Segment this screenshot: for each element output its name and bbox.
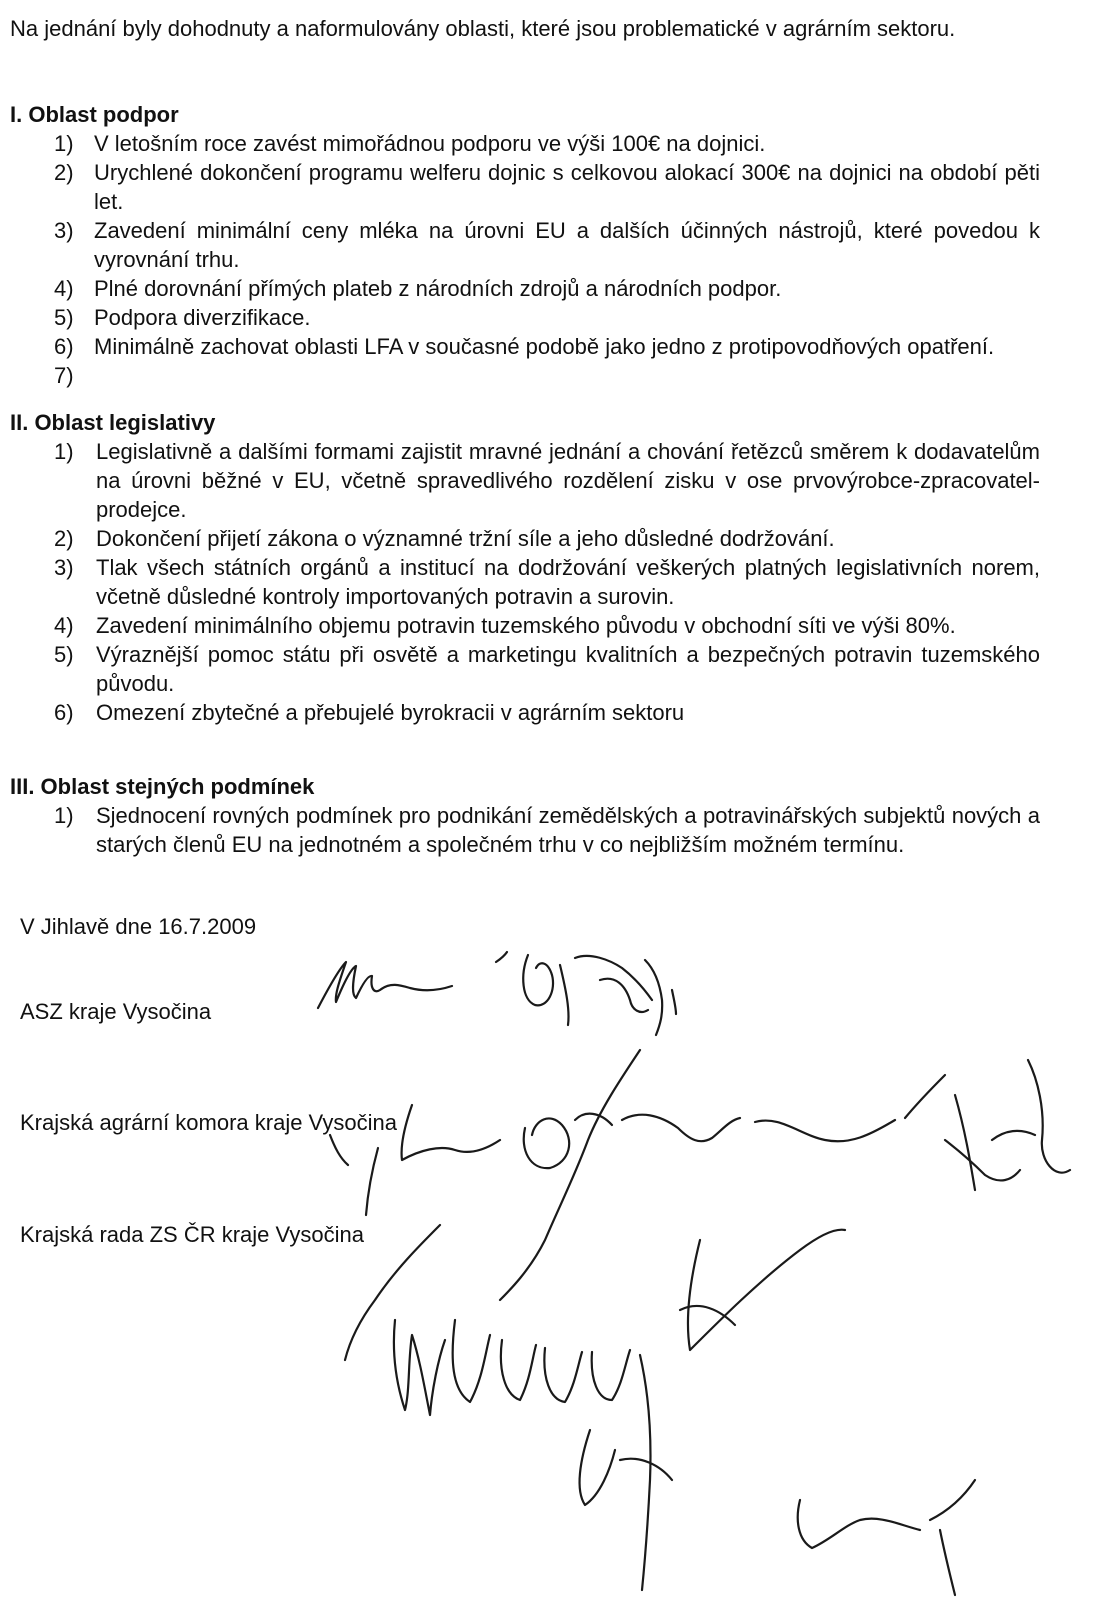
item-number: 4) [54, 276, 74, 301]
item-text: Sjednocení rovných podmínek pro podnikání zemědělských a potravinářských subjektů nových a starých členů EU na jednotném a společném trhu v co nejbližším možném termínu. [96, 803, 1040, 857]
item-number: 2) [54, 160, 74, 185]
section-list [10, 437, 1040, 727]
item-number: 1) [54, 803, 74, 828]
list-item [10, 158, 1040, 216]
signature-3 [345, 1225, 975, 1595]
item-number: 6) [54, 700, 74, 725]
item-text: Omezení zbytečné a přebujelé byrokracii v agrárním sektoru [96, 700, 685, 725]
list-item [10, 274, 1040, 303]
item-text: Zavedení minimálního objemu potravin tuzemského původu v obchodní síti ve výši 80%. [96, 613, 956, 638]
list-item [10, 332, 1040, 361]
section-list [10, 801, 1040, 859]
item-number: 7) [54, 363, 74, 388]
item-text: V letošním roce zavést mimořádnou podporu ve výši 100€ na dojnici. [94, 131, 766, 156]
list-item [10, 303, 1040, 332]
list-item [10, 611, 1040, 640]
item-number: 3) [54, 555, 74, 580]
item-number: 5) [54, 642, 74, 667]
signer-regional-council: Krajská rada ZS ČR kraje Vysočina [20, 1222, 364, 1247]
list-item [10, 216, 1040, 274]
item-text: Plné dorovnání přímých plateb z národních zdrojů a národních podpor. [94, 276, 782, 301]
section-title: I. Oblast podpor [10, 102, 179, 127]
section-support [10, 100, 1040, 390]
signer-asz: ASZ kraje Vysočina [20, 999, 212, 1024]
item-text: Zavedení minimální ceny mléka na úrovni EU a dalších účinných nástrojů, které povedou k vyrovnání trhu. [94, 218, 1040, 272]
section-title: III. Oblast stejných podmínek [10, 774, 315, 799]
list-item [10, 553, 1040, 611]
list-item [10, 524, 1040, 553]
section-legislation [10, 408, 1040, 727]
list-item [10, 437, 1040, 524]
list-item [10, 129, 1040, 158]
section-equal-conditions [10, 772, 1040, 859]
list-item [10, 640, 1040, 698]
item-number: 1) [54, 439, 74, 464]
signature-2 [330, 1050, 1070, 1300]
signer-agrarian-chamber: Krajská agrární komora kraje Vysočina [20, 1110, 398, 1135]
item-number: 3) [54, 218, 74, 243]
section-title: II. Oblast legislativy [10, 410, 216, 435]
item-text: Minimálně zachovat oblasti LFA v současné podobě jako jedno z protipovodňových opatření. [94, 334, 995, 359]
intro-paragraph: Na jednání byly dohodnuty a naformulovány oblasti, které jsou problematické v agrárním sektoru. [10, 16, 956, 41]
item-text: Legislativně a dalšími formami zajistit mravné jednání a chování řetězců směrem k dodavatelům na úrovni běžné v EU, včetně spravedlivého rozdělení zisku v ose prvovýrobce-zpracovatel-prodejce. [96, 439, 1040, 522]
item-text: Urychlené dokončení programu welferu dojnic s celkovou alokací 300€ na dojnici na období pěti let. [94, 160, 1040, 214]
item-number: 1) [54, 131, 74, 156]
item-text: Dokončení přijetí zákona o významné tržní síle a jeho důsledné dodržování. [96, 526, 835, 551]
signature-1 [318, 952, 676, 1035]
item-number: 6) [54, 334, 74, 359]
list-item [10, 698, 1040, 727]
place-and-date: V Jihlavě dne 16.7.2009 [20, 914, 257, 939]
item-number: 5) [54, 305, 74, 330]
item-text: Tlak všech státních orgánů a institucí na dodržování veškerých platných legislativních norem, včetně důsledné kontroly importovaných potravin a surovin. [96, 555, 1040, 609]
section-list [10, 129, 1040, 390]
list-item [10, 361, 1040, 390]
item-text: Podpora diverzifikace. [94, 305, 311, 330]
item-number: 4) [54, 613, 74, 638]
item-text: Výraznější pomoc státu při osvětě a marketingu kvalitních a bezpečných potravin tuzemského původu. [96, 642, 1040, 696]
item-text [94, 363, 100, 388]
list-item [10, 801, 1040, 859]
item-number: 2) [54, 526, 74, 551]
